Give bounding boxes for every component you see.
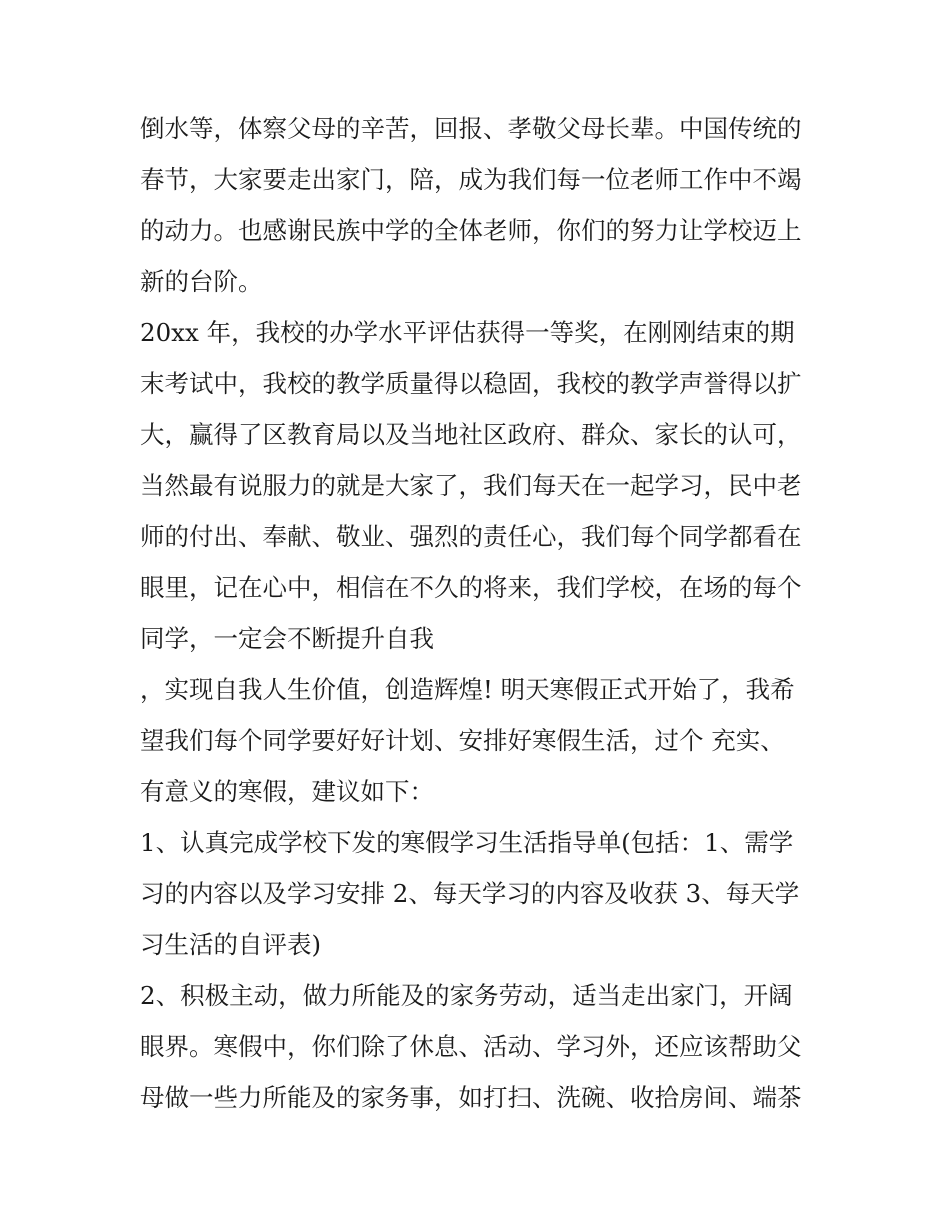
text-line: 春节，大家要走出家门，陪，成为我们每一位老师工作中不竭 [140, 165, 802, 194]
text-line: 的动力。也感谢民族中学的全体老师，你们的努力让学校迈上 [140, 216, 802, 245]
text-line: 望我们每个同学要好好计划、安排好寒假生活，过个 充实、 [140, 726, 785, 755]
text-line: 习生活的自评表) [140, 930, 322, 959]
text-line: 眼界。寒假中，你们除了休息、活动、学习外，还应该帮助父 [140, 1032, 802, 1061]
text-line: 当然最有说服力的就是大家了，我们每天在一起学习，民中老 [140, 471, 802, 500]
text-line: 母做一些力所能及的家务事，如打扫、洗碗、收拾房间、端茶 [140, 1083, 802, 1112]
text-line: 有意义的寒假，建议如下： [140, 777, 434, 806]
text-line: 末考试中，我校的教学质量得以稳固，我校的教学声誉得以扩 [140, 369, 802, 398]
text-line: 同学，一定会不断提升自我 [140, 624, 434, 653]
text-line: 20xx 年，我校的办学水平评估获得一等奖，在刚刚结束的期 [140, 318, 795, 347]
text-line: 习的内容以及学习安排 2、每天学习的内容及收获 3、每天学 [140, 879, 800, 908]
text-line: 师的付出、奉献、敬业、强烈的责任心，我们每个同学都看在 [140, 522, 802, 551]
text-line: 2、积极主动，做力所能及的家务劳动，适当走出家门，开阔 [140, 981, 793, 1010]
text-line: 眼里，记在心中，相信在不久的将来，我们学校，在场的每个 [140, 573, 802, 602]
text-line: 大，赢得了区教育局以及当地社区政府、群众、家长的认可， [140, 420, 802, 449]
text-line: 倒水等，体察父母的辛苦，回报、孝敬父母长辈。中国传统的 [140, 114, 802, 143]
text-line: 1、认真完成学校下发的寒假学习生活指导单(包括：1、需学 [140, 828, 794, 857]
text-line: 新的台阶。 [140, 267, 263, 296]
text-line: ，实现自我人生价值，创造辉煌! 明天寒假正式开始了，我希 [140, 675, 795, 704]
